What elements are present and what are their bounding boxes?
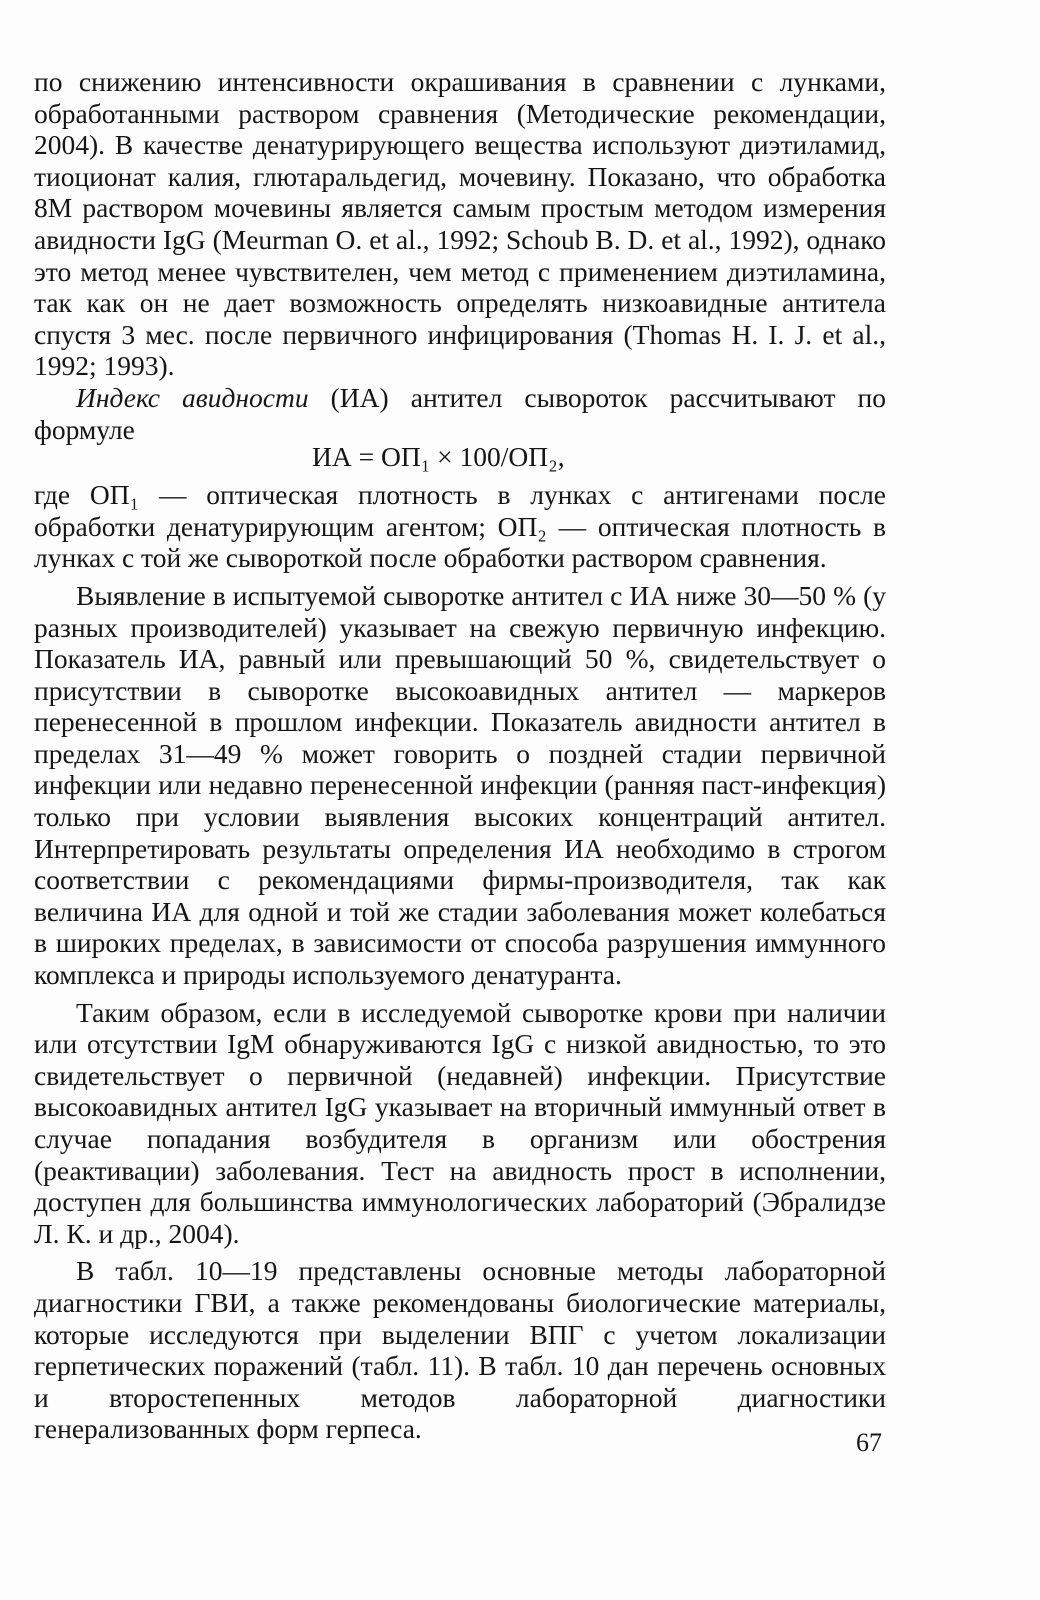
paragraph-2 bbox=[34, 382, 886, 445]
paragraph-3: где ОП₁ — оптическая плотность в лунках с антигенами после обработки денатурирующим агентом; ОП₂ — оптическая плотность в лунках с той же сывороткой после обработки раствором сравнения. bbox=[34, 479, 886, 574]
paragraph-5: Таким образом, если в исследуемой сыворотке крови при наличии или отсутствии IgM обнаруживаются IgG с низкой авидностью, то это свидетельствует о первичной (недавней) инфекции. Присутствие высокоавидных антител IgG указывает на вторичный иммунный ответ в случае попадания возбудителя в организм или обострения (реактивации) заболевания. Тест на авидность прост в исполнении, доступен для большинства иммунологических лабораторий (Эбралидзе Л. К. и др., 2004). bbox=[34, 996, 886, 1249]
avidity-index-term: Индекс авидности bbox=[76, 381, 309, 413]
formula-line bbox=[34, 441, 886, 479]
paragraph-6: В табл. 10—19 представлены основные методы лабораторной диагностики ГВИ, а также рекомендованы биологические материалы, которые исследуются при выделении ВПГ с учетом локализации герпетических поражений (табл. 11). В табл. 10 дан перечень основных и второстепенных методов лабораторной диагностики генерализованных форм герпеса. bbox=[34, 1255, 886, 1445]
avidity-index-formula: ИА = ОП₁ × 100/ОП₂, bbox=[312, 441, 565, 473]
paragraph-2-text: (ИА) антител сывороток рассчитывают по формуле bbox=[34, 381, 886, 445]
paragraph-4: Выявление в испытуемой сыворотке антител с ИА ниже 30—50 % (у разных производителей) указывает на свежую первичную инфекцию. Показатель ИА, равный или превышающий 50 %, свидетельствует о присутствии в сыворотке высокоавидных антител — маркеров перенесенной в прошлом инфекции. Показатель авидности антител в пределах 31—49 % может говорить о поздней стадии первичной инфекции или недавно перенесенной инфекции (ранняя паст-инфекция) только при условии выявления высоких концентраций антител. Интерпретировать результаты определения ИА необходимо в строгом соответствии с рекомендациями фирмы-производителя, так как величина ИА для одной и той же стадии заболевания может колебаться в широких пределах, в зависимости от способа разрушения иммунного комплекса и природы используемого денатуранта. bbox=[34, 579, 886, 991]
paragraph-1: по снижению интенсивности окрашивания в сравнении с лунками, обработанными раствором сравнения (Методические рекомендации, 2004). В качестве денатурирующего вещества используют диэтиламид, тиоционат калия, глютаральдегид, мочевину. Показано, что обработка 8М раствором мочевины является самым простым методом измерения авидности IgG (Meurman O. et al., 1992; Schoub B. D. et al., 1992), однако это метод менее чувствителен, чем метод с применением диэтиламина, так как он не дает возможность определять низкоавидные антитела спустя 3 мес. после первичного инфицирования (Thomas H. I. J. et al., 1992; 1993). bbox=[34, 66, 886, 382]
body-text bbox=[34, 66, 886, 1445]
page-number: 67 bbox=[856, 1428, 882, 1457]
